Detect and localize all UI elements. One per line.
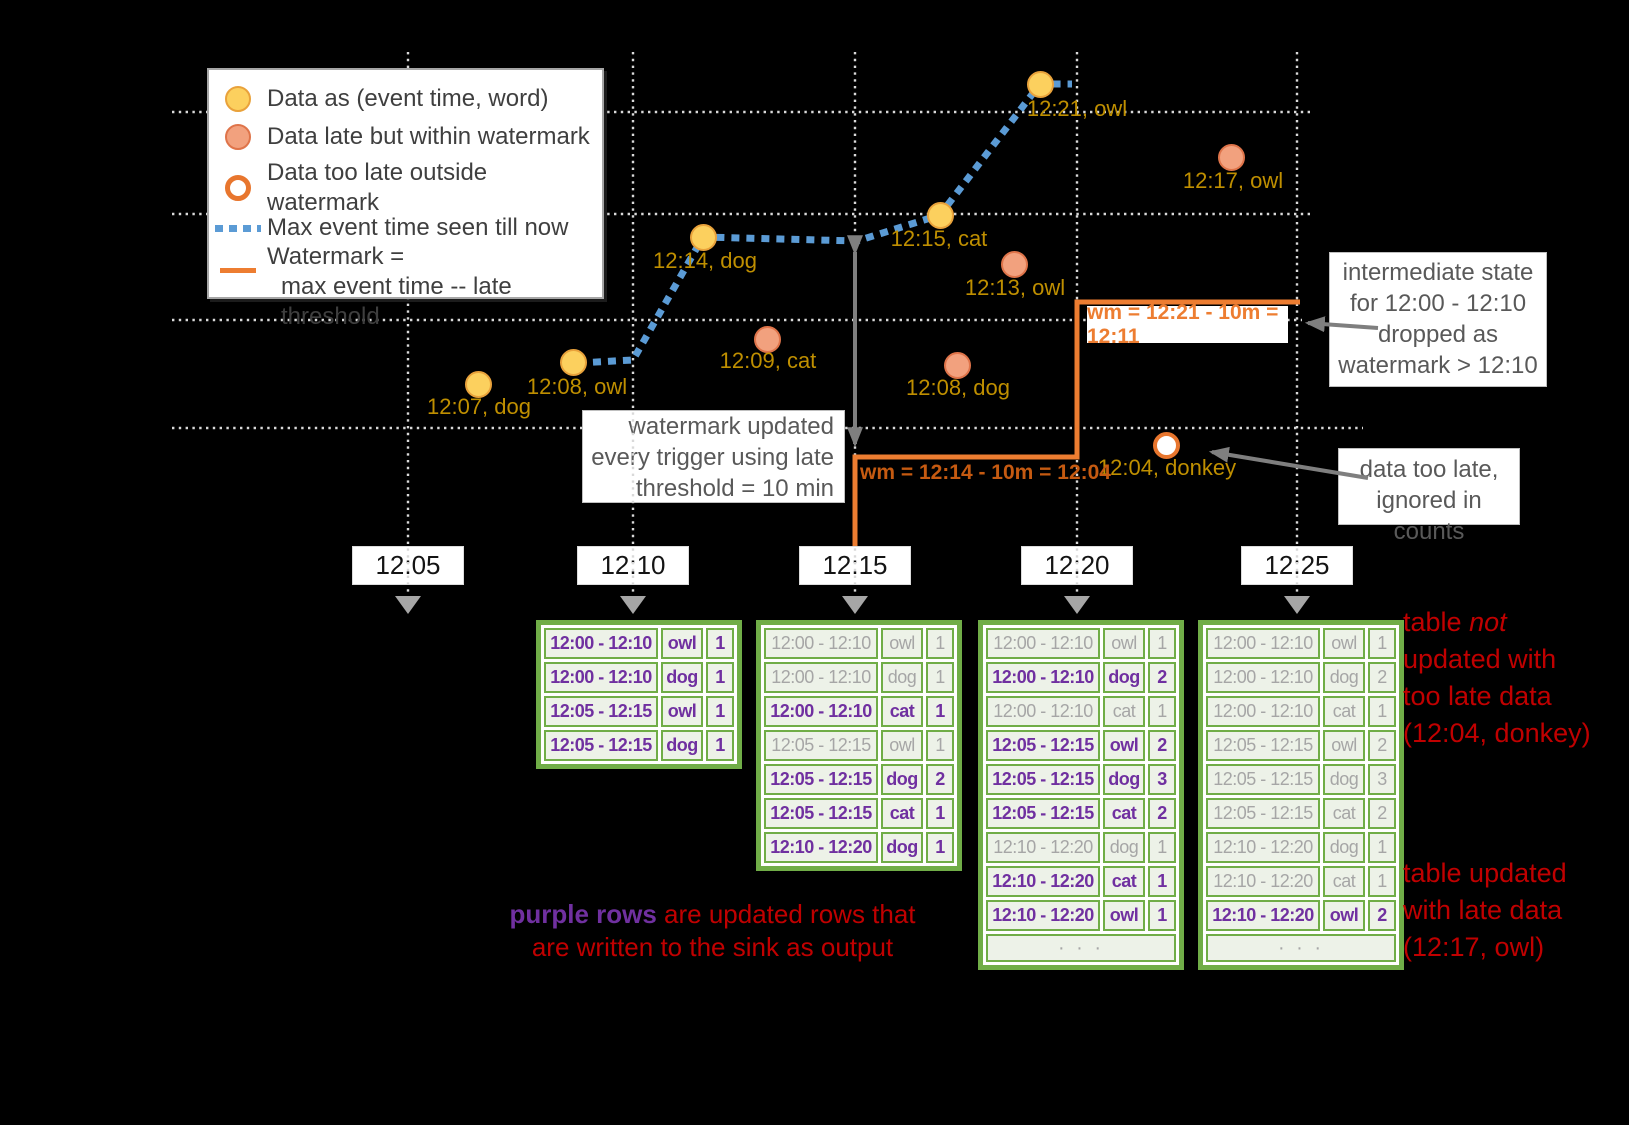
down-arrow-icon: [1284, 596, 1310, 614]
window-cell: 12:10 - 12:20: [986, 866, 1100, 897]
count-cell: 2: [926, 764, 954, 795]
table-row: [1206, 662, 1396, 693]
count-cell: 1: [706, 662, 734, 693]
count-cell: 1: [1148, 628, 1176, 659]
count-cell: 1: [1368, 628, 1396, 659]
table-row: [986, 730, 1176, 761]
word-cell: dog: [881, 832, 923, 863]
table-row: [1206, 832, 1396, 863]
legend-item-label: Data as (event time, word): [267, 85, 549, 112]
table-row: [1206, 798, 1396, 829]
ring-toolate-icon: [209, 175, 267, 201]
window-cell: 12:05 - 12:15: [544, 730, 658, 761]
result-table-12:10: [536, 620, 742, 769]
table-row: [544, 730, 734, 761]
table-row: [544, 628, 734, 659]
dot-late-icon: [209, 124, 267, 150]
data-point-label: 12:09, cat: [719, 348, 817, 373]
word-cell: cat: [1323, 696, 1365, 727]
legend-item: [209, 84, 548, 114]
word-cell: dog: [1103, 764, 1145, 795]
count-cell: 1: [926, 696, 954, 727]
purple-rows-highlight: purple rows: [509, 899, 657, 929]
down-arrow-icon: [842, 596, 868, 614]
word-cell: dog: [661, 730, 703, 761]
table-row: [986, 798, 1176, 829]
data-point-late: [1218, 144, 1245, 171]
window-cell: 12:05 - 12:15: [544, 696, 658, 727]
data-point-ontime: [927, 202, 954, 229]
count-cell: 1: [1148, 696, 1176, 727]
window-cell: 12:00 - 12:10: [764, 696, 878, 727]
word-cell: cat: [1103, 696, 1145, 727]
count-cell: 2: [1368, 900, 1396, 931]
count-cell: 1: [706, 696, 734, 727]
legend-item: [209, 122, 590, 152]
count-cell: 2: [1368, 730, 1396, 761]
window-cell: 12:00 - 12:10: [986, 662, 1100, 693]
table-row: [764, 798, 954, 829]
count-cell: 1: [706, 628, 734, 659]
window-cell: 12:10 - 12:20: [1206, 866, 1320, 897]
word-cell: cat: [881, 696, 923, 727]
window-cell: 12:05 - 12:15: [764, 798, 878, 829]
data-point-label: 12:21, owl: [1026, 96, 1128, 121]
dot-ontime-icon: [209, 86, 267, 112]
window-cell: 12:00 - 12:10: [1206, 662, 1320, 693]
data-point-ontime: [690, 224, 717, 251]
word-cell: owl: [1103, 730, 1145, 761]
word-cell: cat: [881, 798, 923, 829]
table-row: [764, 662, 954, 693]
data-point-label: 12:07, dog: [427, 394, 531, 419]
count-cell: 1: [926, 832, 954, 863]
word-cell: owl: [1323, 730, 1365, 761]
word-cell: owl: [881, 628, 923, 659]
count-cell: 2: [1368, 662, 1396, 693]
table-row: [544, 662, 734, 693]
window-cell: 12:05 - 12:15: [764, 764, 878, 795]
word-cell: dog: [1323, 832, 1365, 863]
word-cell: cat: [1103, 866, 1145, 897]
table-row: [986, 662, 1176, 693]
window-cell: 12:00 - 12:10: [544, 628, 658, 659]
table-row: [986, 628, 1176, 659]
caption-table-not-updated: table not updated with too late data (12:04, donkey): [1403, 607, 1591, 748]
data-point-late: [1001, 251, 1028, 278]
legend-item: [209, 242, 602, 332]
time-tick-12:20: 12:20: [1021, 546, 1133, 585]
count-cell: 2: [1148, 662, 1176, 693]
count-cell: 1: [1368, 696, 1396, 727]
time-tick-12:05: 12:05: [352, 546, 464, 585]
count-cell: 1: [926, 662, 954, 693]
time-tick-12:10: 12:10: [577, 546, 689, 585]
word-cell: owl: [1103, 628, 1145, 659]
legend-item-label: Data too late outside watermark: [267, 159, 488, 216]
legend-item-sublabel: max event time -- late threshold: [281, 273, 512, 330]
result-table-12:15: [756, 620, 962, 871]
down-arrow-icon: [620, 596, 646, 614]
caption-table-updated-late: table updated with late data (12:17, owl): [1403, 858, 1567, 962]
window-cell: 12:05 - 12:15: [986, 730, 1100, 761]
window-cell: 12:05 - 12:15: [986, 798, 1100, 829]
table-row: [764, 696, 954, 727]
count-cell: 1: [706, 730, 734, 761]
watermark-label-2: wm = 12:21 - 10m = 12:11: [1087, 306, 1288, 343]
word-cell: dog: [1323, 662, 1365, 693]
table-row: [1206, 764, 1396, 795]
word-cell: dog: [1103, 662, 1145, 693]
table-row: [764, 832, 954, 863]
annotation-watermark-updated: watermark updated every trigger using late threshold = 10 min: [582, 410, 845, 503]
window-cell: 12:10 - 12:20: [986, 832, 1100, 863]
purple-rows-note: [480, 898, 945, 964]
word-cell: owl: [661, 628, 703, 659]
table-row: [1206, 628, 1396, 659]
count-cell: 3: [1368, 764, 1396, 795]
data-point-label: 12:13, owl: [964, 275, 1066, 300]
table-row: [986, 866, 1176, 897]
count-cell: 1: [926, 628, 954, 659]
window-cell: 12:10 - 12:20: [1206, 832, 1320, 863]
word-cell: cat: [1103, 798, 1145, 829]
count-cell: 2: [1148, 730, 1176, 761]
table-row: [986, 900, 1176, 931]
word-cell: owl: [661, 696, 703, 727]
table-row-more: [986, 934, 1176, 962]
window-cell: 12:00 - 12:10: [1206, 628, 1320, 659]
annotation-data-too-late: data too late, ignored in counts: [1338, 448, 1520, 525]
legend-item-label: Data late but within watermark: [267, 123, 590, 150]
blue-dashes-icon: [209, 225, 267, 232]
result-table-12:20: [978, 620, 1184, 970]
orange-line-icon: [209, 268, 267, 273]
window-cell: 12:00 - 12:10: [986, 628, 1100, 659]
data-point-label: 12:08, dog: [906, 375, 1010, 400]
watermark-label-1: wm = 12:14 - 10m = 12:04: [860, 461, 1111, 484]
window-cell: 12:05 - 12:15: [986, 764, 1100, 795]
window-cell: 12:10 - 12:20: [986, 900, 1100, 931]
window-cell: 12:10 - 12:20: [764, 832, 878, 863]
table-row: [764, 764, 954, 795]
down-arrow-icon: [395, 596, 421, 614]
window-cell: 12:05 - 12:15: [1206, 764, 1320, 795]
legend-item-label: Watermark = max event time -- late threshold: [267, 242, 602, 332]
annotation-intermediate-state: intermediate state for 12:00 - 12:10 dropped as watermark > 12:10: [1329, 252, 1547, 387]
word-cell: dog: [881, 662, 923, 693]
ellipsis-cell: · · ·: [1206, 934, 1396, 962]
purple-rows-line2: are written to the sink as output: [531, 932, 894, 962]
count-cell: 1: [1148, 832, 1176, 863]
time-tick-12:15: 12:15: [799, 546, 911, 585]
legend-item: [209, 158, 602, 218]
window-cell: 12:05 - 12:15: [764, 730, 878, 761]
count-cell: 2: [1368, 798, 1396, 829]
table-row: [1206, 900, 1396, 931]
count-cell: 2: [1148, 798, 1176, 829]
data-point-label: 12:08, owl: [526, 374, 628, 399]
window-cell: 12:00 - 12:10: [764, 662, 878, 693]
legend-item-label: Max event time seen till now: [267, 214, 569, 241]
window-cell: 12:05 - 12:15: [1206, 730, 1320, 761]
table-row: [1206, 866, 1396, 897]
word-cell: dog: [881, 764, 923, 795]
word-cell: dog: [1103, 832, 1145, 863]
table-row: [986, 696, 1176, 727]
word-cell: owl: [1323, 900, 1365, 931]
ellipsis-cell: · · ·: [986, 934, 1176, 962]
count-cell: 1: [1368, 866, 1396, 897]
purple-rows-rest: are updated rows that: [656, 899, 916, 929]
window-cell: 12:05 - 12:15: [1206, 798, 1320, 829]
max-event-time-line: [578, 84, 1072, 363]
word-cell: owl: [881, 730, 923, 761]
window-cell: 12:00 - 12:10: [1206, 696, 1320, 727]
table-row: [544, 696, 734, 727]
count-cell: 1: [926, 730, 954, 761]
table-row: [986, 832, 1176, 863]
result-table-12:25: [1198, 620, 1404, 970]
data-point-ontime: [1027, 71, 1054, 98]
window-cell: 12:00 - 12:10: [764, 628, 878, 659]
data-point-label: 12:04, donkey: [1097, 455, 1237, 480]
count-cell: 1: [1148, 900, 1176, 931]
table-row: [1206, 696, 1396, 727]
legend: [207, 68, 604, 330]
data-point-ontime: [560, 349, 587, 376]
word-cell: cat: [1323, 866, 1365, 897]
time-tick-12:25: 12:25: [1241, 546, 1353, 585]
word-cell: owl: [1103, 900, 1145, 931]
window-cell: 12:00 - 12:10: [986, 696, 1100, 727]
table-row-more: [1206, 934, 1396, 962]
legend-item: [209, 213, 568, 243]
window-cell: 12:00 - 12:10: [544, 662, 658, 693]
table-row: [764, 628, 954, 659]
down-arrow-icon: [1064, 596, 1090, 614]
window-cell: 12:10 - 12:20: [1206, 900, 1320, 931]
count-cell: 1: [926, 798, 954, 829]
data-point-label: 12:17, owl: [1182, 168, 1284, 193]
word-cell: dog: [1323, 764, 1365, 795]
count-cell: 1: [1148, 866, 1176, 897]
data-point-label: 12:15, cat: [890, 226, 988, 251]
data-point-label: 12:14, dog: [653, 248, 757, 273]
word-cell: cat: [1323, 798, 1365, 829]
word-cell: owl: [1323, 628, 1365, 659]
count-cell: 3: [1148, 764, 1176, 795]
count-cell: 1: [1368, 832, 1396, 863]
table-row: [1206, 730, 1396, 761]
table-row: [764, 730, 954, 761]
table-row: [986, 764, 1176, 795]
word-cell: dog: [661, 662, 703, 693]
